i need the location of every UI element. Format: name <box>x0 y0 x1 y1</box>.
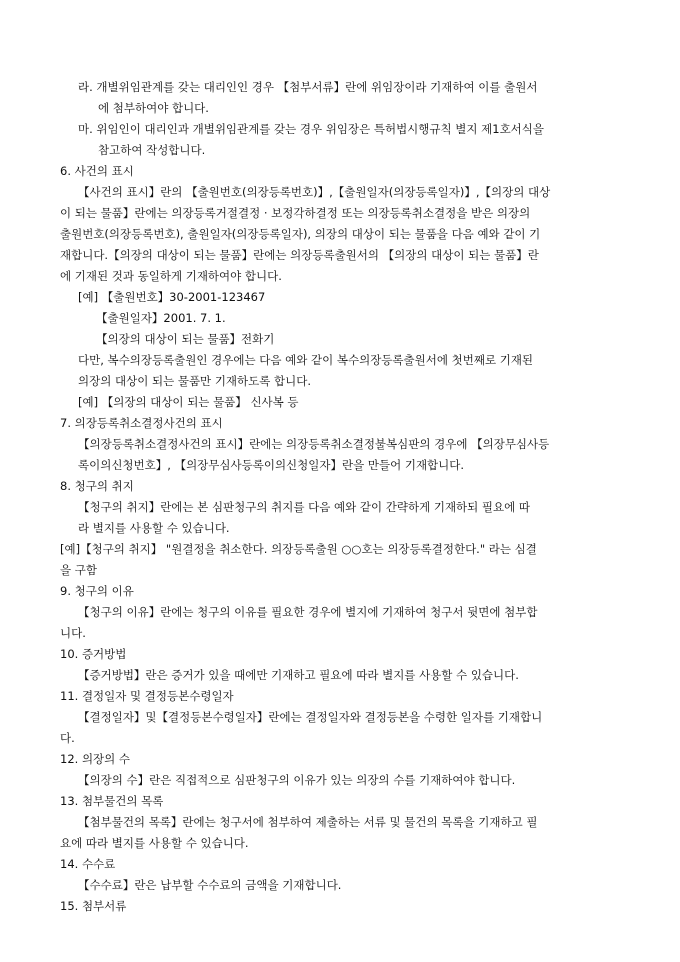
example-line: [예] 【출원번호】30-2001-123467 <box>78 290 266 304</box>
text-line: 【결정일자】및【결정등본수령일자】란에는 결정일자와 결정등본을 수령한 일자를 기재합니 <box>78 710 543 724</box>
text-line: 【청구의 이유】란에는 청구의 이유를 필요한 경우에 별지에 기재하여 청구서 뒷면에 첨부합 <box>78 605 538 619</box>
text-line: 이 되는 물품】란에는 의장등록거절결정 · 보정각하결정 또는 의장등록취소결정을 받은 의장의 <box>60 206 531 220</box>
section-heading: 15. 첨부서류 <box>60 899 127 913</box>
text-line: 에 첨부하여야 합니다. <box>98 101 209 115</box>
text-line: 다. <box>60 731 75 745</box>
section-heading: 10. 증거방법 <box>60 647 127 661</box>
example-line: 【출원일자】2001. 7. 1. <box>96 311 226 325</box>
text-line: 마. 위임인이 대리인과 개별위임관계를 갖는 경우 위임장은 특허법시행규칙 별지 제1호서식을 <box>78 122 545 136</box>
text-line: 요에 따라 별지를 사용할 수 있습니다. <box>60 836 249 850</box>
text-line: 참고하여 작성합니다. <box>98 143 206 157</box>
text-line: 【증거방법】란은 증거가 있을 때에만 기재하고 필요에 따라 별지를 사용할 수 있습니다. <box>78 668 519 682</box>
text-line: 【청구의 취지】란에는 본 심판청구의 취지를 다음 예와 같이 간략하게 기재하되 필요에 따 <box>78 500 531 514</box>
text-line: 라. 개별위임관계를 갖는 대리인인 경우 【첨부서류】란에 위임장이라 기재하여 이를 출원서 <box>78 80 538 94</box>
text-line: 【사건의 표시】란의 【출원번호(의장등록번호)】,【출원일자(의장등록일자)】,【의장의 대상 <box>78 185 551 199</box>
text-line: 【의장의 수】란은 직접적으로 심판청구의 이유가 있는 의장의 수를 기재하여야 합니다. <box>78 773 516 787</box>
text-line: 다만, 복수의장등록출원인 경우에는 다음 예와 같이 복수의장등록출원서에 첫번째로 기재된 <box>78 353 534 367</box>
text-line: 【첨부물건의 목록】란에는 청구서에 첨부하여 제출하는 서류 및 물건의 목록을 기재하고 필 <box>78 815 538 829</box>
example-line: 【의장의 대상이 되는 물품】전화기 <box>96 332 275 346</box>
section-heading: 13. 첨부물건의 목록 <box>60 794 164 808</box>
section-heading: 9. 청구의 이유 <box>60 584 134 598</box>
text-line: 을 구함 <box>60 563 97 577</box>
example-line: [예] 【의장의 대상이 되는 물품】 신사복 등 <box>78 395 299 409</box>
section-heading: 7. 의장등록취소결정사건의 표시 <box>60 416 223 430</box>
section-heading: 8. 청구의 취지 <box>60 479 134 493</box>
text-line: 라 별지를 사용할 수 있습니다. <box>78 521 230 535</box>
text-line: 니다. <box>60 626 86 640</box>
text-line: 【수수료】란은 납부할 수수료의 금액을 기재합니다. <box>78 878 342 892</box>
example-line: [예]【청구의 취지】 "원결정을 취소한다. 의장등록출원 ○○호는 의장등록결정한다." 라는 심결 <box>60 542 537 556</box>
section-heading: 14. 수수료 <box>60 857 116 871</box>
text-line: 록이의신청번호】, 【의장무심사등록이의신청일자】란을 만들어 기재합니다. <box>78 458 465 472</box>
section-heading: 11. 결정일자 및 결정등본수령일자 <box>60 689 234 703</box>
text-line: 에 기재된 것과 동일하게 기재하여야 합니다. <box>60 269 282 283</box>
text-line: 재합니다.【의장의 대상이 되는 물품】란에는 의장등록출원서의 【의장의 대상이 되는 물품】란 <box>60 248 539 262</box>
section-heading: 12. 의장의 수 <box>60 752 131 766</box>
text-line: 출원번호(의장등록번호), 출원일자(의장등록일자), 의장의 대상이 되는 물품을 다음 예와 같이 기 <box>60 227 541 241</box>
section-heading: 6. 사건의 표시 <box>60 164 134 178</box>
text-line: 【의장등록취소결정사건의 표시】란에는 의장등록취소결정불복심판의 경우에 【의장무심사등 <box>78 437 550 451</box>
text-line: 의장의 대상이 되는 물품만 기재하도록 합니다. <box>78 374 312 388</box>
